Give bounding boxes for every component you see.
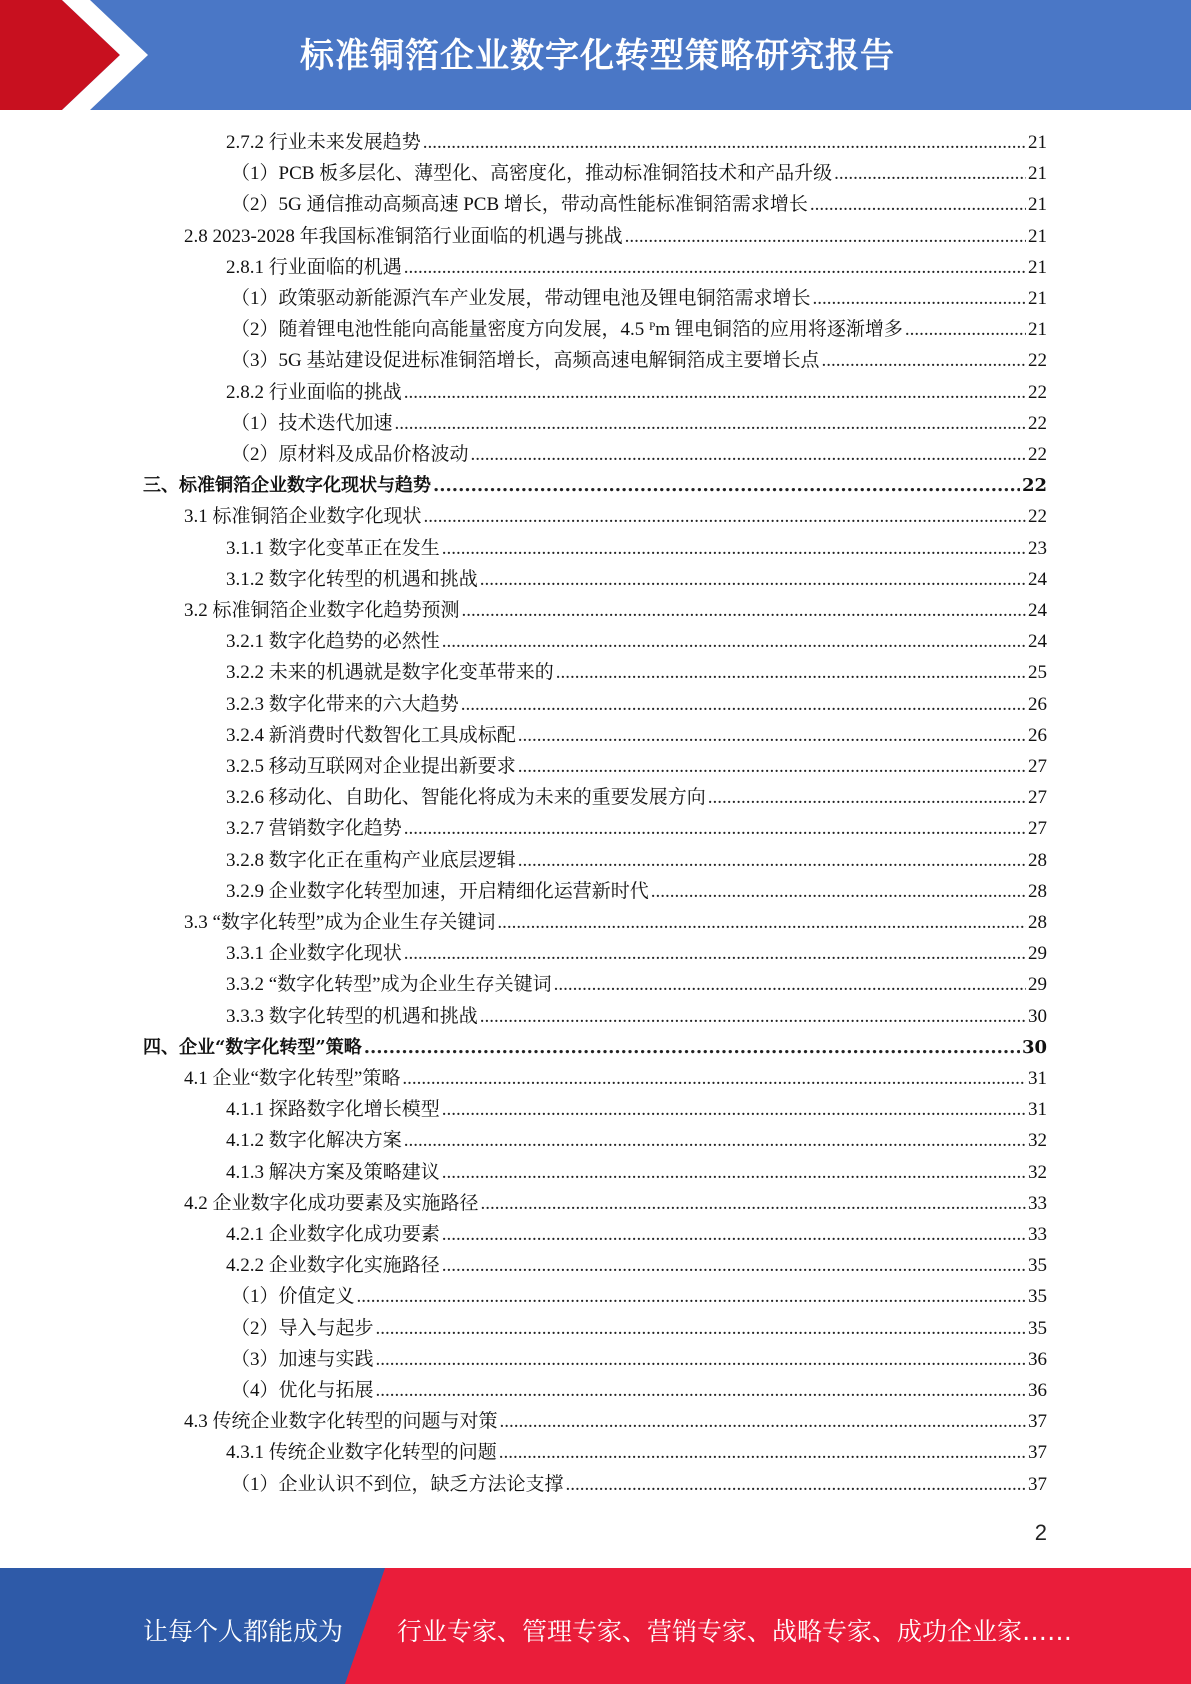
toc-leader-dots xyxy=(433,470,1020,501)
toc-leader-dots xyxy=(625,221,1026,252)
toc-leader-dots xyxy=(402,1063,1026,1094)
toc-leader-dots xyxy=(556,657,1026,688)
toc-entry-label: （1）技术迭代加速 xyxy=(231,413,393,434)
toc-leader-dots xyxy=(834,158,1026,189)
toc-entry-page: 21 xyxy=(1028,257,1047,278)
toc-entry-page: 37 xyxy=(1028,1442,1047,1463)
toc-entry[interactable] xyxy=(226,1001,1047,1032)
toc-entry-label: 4.2.1 企业数字化成功要素 xyxy=(226,1224,440,1245)
toc-entry-page: 27 xyxy=(1028,756,1047,777)
toc-entry-label: 3.2 标准铜箔企业数字化趋势预测 xyxy=(184,600,460,621)
toc-entry-label: （1）价值定义 xyxy=(231,1286,355,1307)
toc-entry-page: 22 xyxy=(1028,506,1047,527)
toc-entry-label: 3.2.8 数字化正在重构产业底层逻辑 xyxy=(226,850,516,871)
toc-entry-label: 3.2.4 新消费时代数智化工具成标配 xyxy=(226,725,516,746)
toc-entry-page: 21 xyxy=(1028,132,1047,153)
toc-entry-label: 4.1 企业“数字化转型”策略 xyxy=(184,1068,401,1089)
toc-entry-page: 21 xyxy=(1028,288,1047,309)
toc-entry-label: 2.8.1 行业面临的机遇 xyxy=(226,257,402,278)
toc-entry-label: （2）随着锂电池性能向高能量密度方向发展，4.5 ᴾm 锂电铜箔的应用将逐渐增多 xyxy=(231,319,903,340)
toc-entry-page: 37 xyxy=(1028,1411,1047,1432)
toc-leader-dots xyxy=(905,314,1026,345)
toc-entry-label: （3）5G 基站建设促进标准铜箔增长，高频高速电解铜箔成主要增长点 xyxy=(231,350,820,371)
toc-leader-dots xyxy=(518,720,1026,751)
toc-leader-dots xyxy=(376,1344,1026,1375)
toc-entry[interactable] xyxy=(184,595,1047,626)
toc-entry[interactable] xyxy=(184,1188,1047,1219)
toc-entry-label: （1）政策驱动新能源汽车产业发展，带动锂电池及锂电铜箔需求增长 xyxy=(231,288,811,309)
toc-entry-page: 21 xyxy=(1028,319,1047,340)
toc-entry-page: 37 xyxy=(1028,1474,1047,1495)
toc-entry-label: 三、标准铜箔企业数字化现状与趋势 xyxy=(143,475,431,496)
toc-entry-page: 24 xyxy=(1028,631,1047,652)
toc-leader-dots xyxy=(364,1032,1020,1063)
toc-entry-page: 24 xyxy=(1028,600,1047,621)
toc-entry[interactable] xyxy=(226,1250,1047,1281)
toc-leader-dots xyxy=(404,252,1026,283)
page-header xyxy=(0,0,1191,110)
toc-entry-page: 26 xyxy=(1028,725,1047,746)
toc-entry[interactable] xyxy=(231,1313,1047,1344)
toc-leader-dots xyxy=(442,1157,1026,1188)
toc-leader-dots xyxy=(424,501,1026,532)
toc-entry[interactable] xyxy=(231,314,1047,345)
toc-leader-dots xyxy=(357,1281,1026,1312)
toc-entry-page: 21 xyxy=(1028,163,1047,184)
toc-leader-dots xyxy=(821,345,1026,376)
toc-leader-dots xyxy=(651,876,1026,907)
toc-entry[interactable] xyxy=(226,751,1047,782)
toc-entry[interactable] xyxy=(226,1219,1047,1250)
toc-entry[interactable] xyxy=(231,1281,1047,1312)
toc-entry-label: 3.3.1 企业数字化现状 xyxy=(226,943,402,964)
document-title: 标准铜箔企业数字化转型策略研究报告 xyxy=(300,36,895,76)
page-number: 2 xyxy=(1034,1520,1047,1545)
toc-entry-page: 21 xyxy=(1028,194,1047,215)
toc-leader-dots xyxy=(518,751,1026,782)
toc-leader-dots xyxy=(404,377,1026,408)
footer-slogan-left: 让每个人都能成为 xyxy=(143,1617,344,1646)
toc-leader-dots xyxy=(461,689,1026,720)
toc-entry[interactable] xyxy=(143,1032,1047,1063)
toc-entry-page: 35 xyxy=(1028,1318,1047,1339)
toc-entry[interactable] xyxy=(226,1125,1047,1156)
toc-entry-label: 2.8.2 行业面临的挑战 xyxy=(226,382,402,403)
toc-entry[interactable] xyxy=(231,408,1047,439)
toc-leader-dots xyxy=(566,1469,1026,1500)
toc-leader-dots xyxy=(499,1437,1026,1468)
toc-entry-page: 33 xyxy=(1028,1224,1047,1245)
toc-entry-page: 22 xyxy=(1021,475,1047,496)
toc-leader-dots xyxy=(497,907,1026,938)
toc-entry[interactable] xyxy=(226,377,1047,408)
toc-entry[interactable] xyxy=(226,127,1047,158)
toc-entry-label: 3.2.6 移动化、自助化、智能化将成为未来的重要发展方向 xyxy=(226,787,706,808)
toc-entry[interactable] xyxy=(184,221,1047,252)
toc-entry-page: 32 xyxy=(1028,1130,1047,1151)
toc-entry-label: （2）导入与起步 xyxy=(231,1318,374,1339)
toc-entry[interactable] xyxy=(231,439,1047,470)
toc-entry-page: 30 xyxy=(1021,1037,1047,1058)
toc-entry-label: 3.2.3 数字化带来的六大趋势 xyxy=(226,694,459,715)
toc-entry[interactable] xyxy=(226,1094,1047,1125)
toc-leader-dots xyxy=(813,283,1026,314)
toc-leader-dots xyxy=(471,439,1026,470)
toc-entry-label: 3.1 标准铜箔企业数字化现状 xyxy=(184,506,422,527)
toc-entry-page: 25 xyxy=(1028,662,1047,683)
toc-entry-page: 22 xyxy=(1028,350,1047,371)
toc-entry[interactable] xyxy=(226,657,1047,688)
toc-entry[interactable] xyxy=(231,345,1047,376)
toc-entry-page: 27 xyxy=(1028,787,1047,808)
toc-leader-dots xyxy=(462,595,1026,626)
toc-entry-page: 32 xyxy=(1028,1162,1047,1183)
toc-entry[interactable] xyxy=(226,782,1047,813)
toc-entry-label: 2.8 2023-2028 年我国标准铜箔行业面临的机遇与挑战 xyxy=(184,226,623,247)
toc-leader-dots xyxy=(395,408,1026,439)
toc-entry-page: 28 xyxy=(1028,912,1047,933)
toc-entry-label: 4.1.1 探路数字化增长模型 xyxy=(226,1099,440,1120)
toc-entry-page: 22 xyxy=(1028,444,1047,465)
toc-entry-label: 4.3 传统企业数字化转型的问题与对策 xyxy=(184,1411,498,1432)
toc-entry-page: 21 xyxy=(1028,226,1047,247)
toc-leader-dots xyxy=(442,1094,1026,1125)
toc-entry-page: 29 xyxy=(1028,974,1047,995)
toc-entry-label: 4.3.1 传统企业数字化转型的问题 xyxy=(226,1442,497,1463)
toc-entry-page: 35 xyxy=(1028,1286,1047,1307)
toc-leader-dots xyxy=(423,127,1026,158)
toc-entry[interactable] xyxy=(226,1437,1047,1468)
toc-leader-dots xyxy=(376,1375,1026,1406)
toc-entry-label: 3.3 “数字化转型”成为企业生存关键词 xyxy=(184,912,496,933)
toc-entry[interactable] xyxy=(226,938,1047,969)
toc-leader-dots xyxy=(500,1406,1026,1437)
footer-slogan-right: 行业专家、管理专家、营销专家、战略专家、成功企业家…… xyxy=(397,1617,1073,1646)
toc-entry[interactable] xyxy=(184,1063,1047,1094)
toc-entry-label: （1）PCB 板多层化、薄型化、高密度化，推动标准铜箔技术和产品升级 xyxy=(231,163,833,184)
toc-entry[interactable] xyxy=(226,1157,1047,1188)
toc-leader-dots xyxy=(481,1188,1026,1219)
toc-entry-page: 23 xyxy=(1028,538,1047,559)
toc-entry-page: 28 xyxy=(1028,881,1047,902)
toc-leader-dots xyxy=(404,938,1026,969)
toc-entry-page: 22 xyxy=(1028,382,1047,403)
toc-entry[interactable] xyxy=(231,189,1047,220)
toc-entry-label: （4）优化与拓展 xyxy=(231,1380,374,1401)
toc-entry[interactable] xyxy=(226,876,1047,907)
toc-entry-page: 36 xyxy=(1028,1380,1047,1401)
toc-entry-page: 31 xyxy=(1028,1068,1047,1089)
toc-entry-label: 3.2.1 数字化趋势的必然性 xyxy=(226,631,440,652)
toc-entry[interactable] xyxy=(143,470,1047,501)
page-footer xyxy=(0,1568,1191,1684)
toc-leader-dots xyxy=(442,626,1026,657)
toc-leader-dots xyxy=(442,1219,1026,1250)
toc-entry-page: 26 xyxy=(1028,694,1047,715)
toc-entry[interactable] xyxy=(226,564,1047,595)
toc-entry-page: 27 xyxy=(1028,818,1047,839)
toc-entry-page: 22 xyxy=(1028,413,1047,434)
toc-entry-label: 3.2.9 企业数字化转型加速，开启精细化运营新时代 xyxy=(226,881,649,902)
toc-entry-label: 4.2.2 企业数字化实施路径 xyxy=(226,1255,440,1276)
toc-entry-label: 3.2.2 未来的机遇就是数字化变革带来的 xyxy=(226,662,554,683)
toc-entry[interactable] xyxy=(231,158,1047,189)
toc-entry-page: 30 xyxy=(1028,1006,1047,1027)
toc-leader-dots xyxy=(480,564,1026,595)
toc-leader-dots xyxy=(442,1250,1026,1281)
toc-entry-label: 3.2.5 移动互联网对企业提出新要求 xyxy=(226,756,516,777)
toc-entry[interactable] xyxy=(226,689,1047,720)
toc-entry[interactable] xyxy=(226,813,1047,844)
toc-entry-label: （3）加速与实践 xyxy=(231,1349,374,1370)
toc-entry[interactable] xyxy=(184,907,1047,938)
toc-entry[interactable] xyxy=(226,533,1047,564)
toc-entry[interactable] xyxy=(184,1406,1047,1437)
toc-entry-page: 36 xyxy=(1028,1349,1047,1370)
toc-entry-label: 3.2.7 营销数字化趋势 xyxy=(226,818,402,839)
toc-entry[interactable] xyxy=(226,720,1047,751)
toc-leader-dots xyxy=(404,1125,1026,1156)
toc-entry-label: 2.7.2 行业未来发展趋势 xyxy=(226,132,421,153)
toc-leader-dots xyxy=(442,533,1026,564)
toc-entry-label: 4.2 企业数字化成功要素及实施路径 xyxy=(184,1193,479,1214)
toc-entry-label: （1）企业认识不到位，缺乏方法论支撑 xyxy=(231,1474,564,1495)
toc-entry[interactable] xyxy=(226,626,1047,657)
toc-entry-label: 3.3.2 “数字化转型”成为企业生存关键词 xyxy=(226,974,552,995)
toc-entry[interactable] xyxy=(231,283,1047,314)
toc-entry-page: 24 xyxy=(1028,569,1047,590)
toc-entry[interactable] xyxy=(226,969,1047,1000)
toc-entry-label: （2）5G 通信推动高频高速 PCB 增长，带动高性能标准铜箔需求增长 xyxy=(231,194,808,215)
toc-entry[interactable] xyxy=(231,1344,1047,1375)
toc-entry-page: 29 xyxy=(1028,943,1047,964)
toc-entry-page: 28 xyxy=(1028,850,1047,871)
toc-entry-label: 4.1.3 解决方案及策略建议 xyxy=(226,1162,440,1183)
toc-entry-page: 35 xyxy=(1028,1255,1047,1276)
toc-entry-label: 3.1.1 数字化变革正在发生 xyxy=(226,538,440,559)
toc-entry-label: 3.1.2 数字化转型的机遇和挑战 xyxy=(226,569,478,590)
toc-leader-dots xyxy=(810,189,1026,220)
toc-entry[interactable] xyxy=(184,501,1047,532)
chevron-arrow-icon xyxy=(0,0,160,110)
toc-leader-dots xyxy=(480,1001,1026,1032)
toc-entry-label: 四、企业“数字化转型”策略 xyxy=(143,1037,362,1058)
toc-entry[interactable] xyxy=(226,252,1047,283)
toc-entry[interactable] xyxy=(226,845,1047,876)
toc-entry[interactable] xyxy=(231,1469,1047,1500)
toc-leader-dots xyxy=(518,845,1026,876)
toc-leader-dots xyxy=(708,782,1026,813)
toc-leader-dots xyxy=(404,813,1026,844)
toc-entry-label: （2）原材料及成品价格波动 xyxy=(231,444,469,465)
toc-entry[interactable] xyxy=(231,1375,1047,1406)
toc-entry-label: 4.1.2 数字化解决方案 xyxy=(226,1130,402,1151)
toc-leader-dots xyxy=(554,969,1026,1000)
toc-leader-dots xyxy=(376,1313,1026,1344)
toc-entry-page: 31 xyxy=(1028,1099,1047,1120)
toc-entry-page: 33 xyxy=(1028,1193,1047,1214)
toc-entry-label: 3.3.3 数字化转型的机遇和挑战 xyxy=(226,1006,478,1027)
